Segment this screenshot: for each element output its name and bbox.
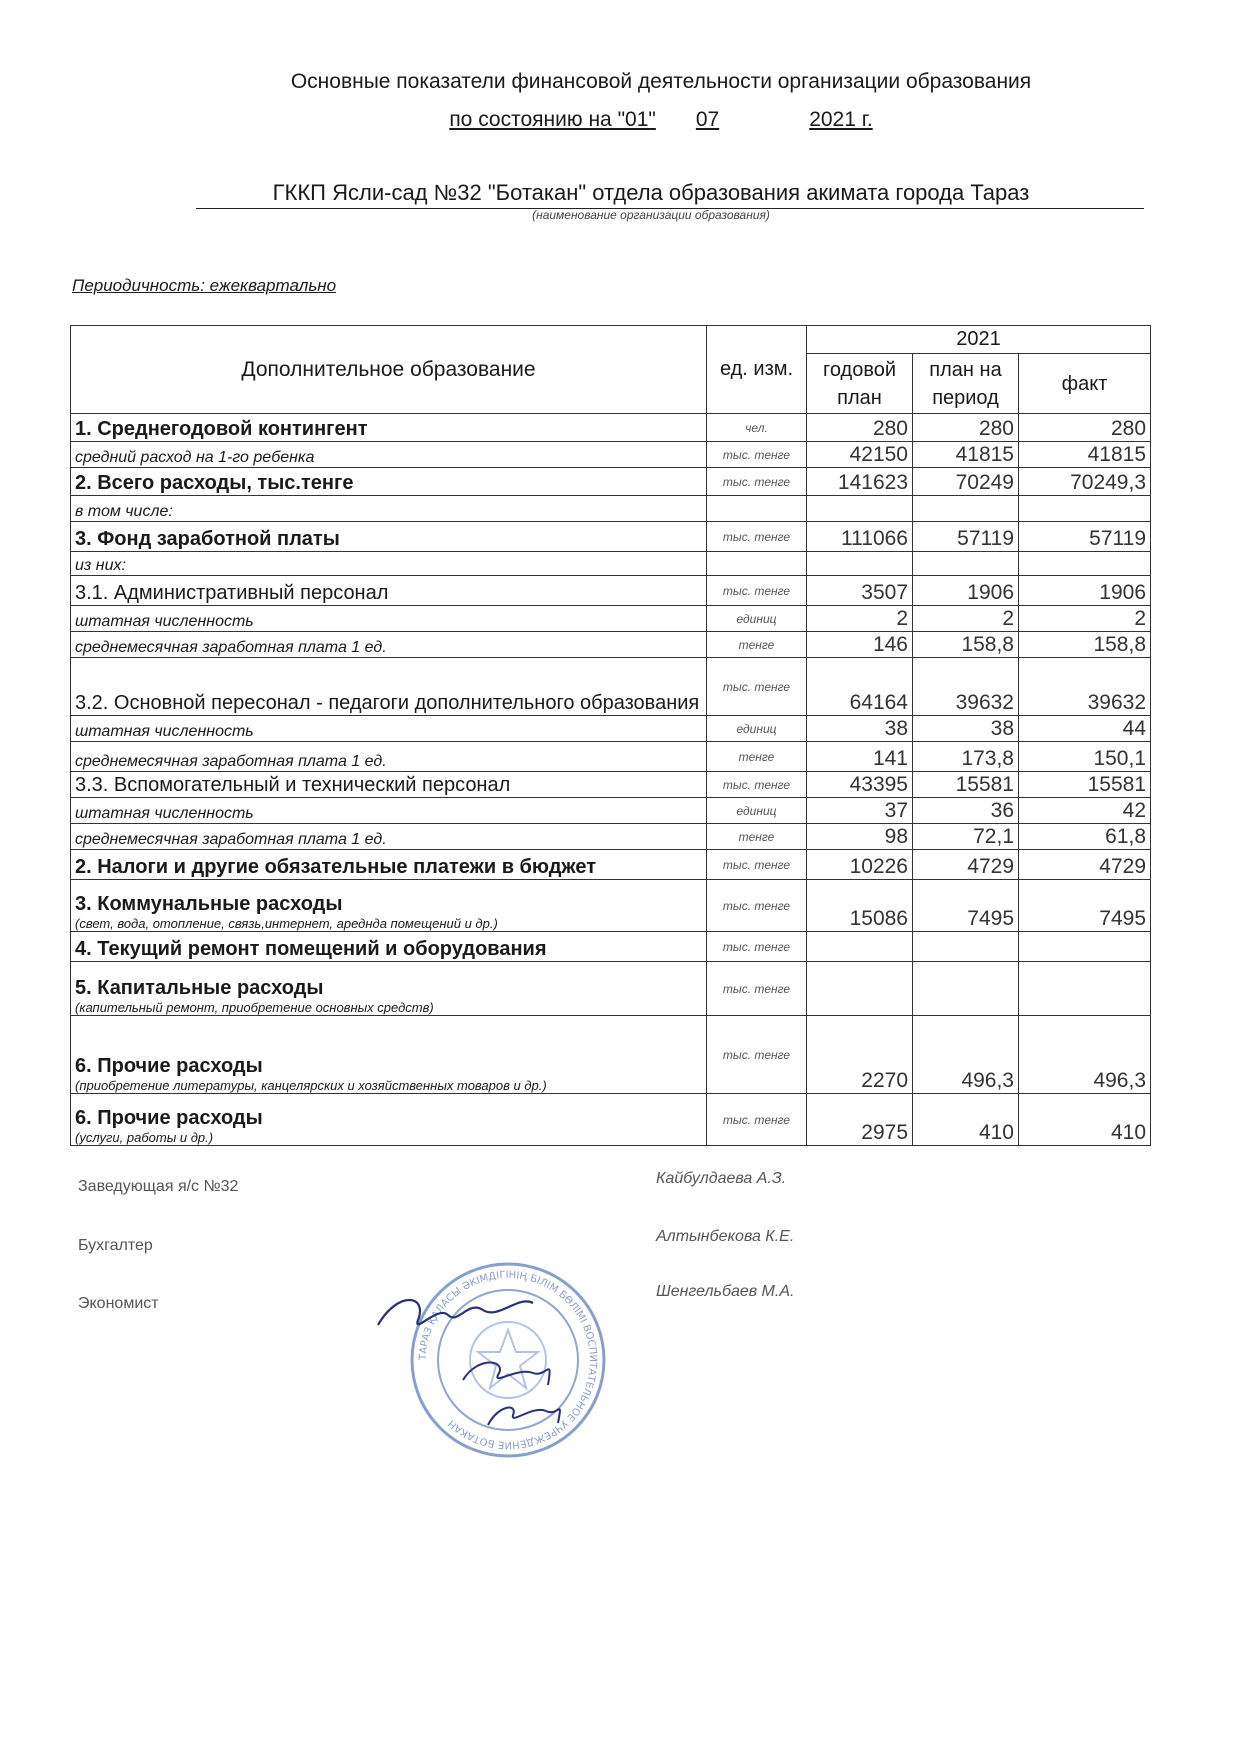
row-label-text: 3. Коммунальные расходы xyxy=(75,893,343,915)
row-fact: 61,8 xyxy=(1019,824,1151,850)
row-label-note: (свет, вода, отопление, связь,интернет, ареднда помещений и др.) xyxy=(75,916,498,931)
row-period-plan: 496,3 xyxy=(913,1016,1019,1094)
row-period-plan: 173,8 xyxy=(913,742,1019,772)
row-label-text: 5. Капитальные расходы xyxy=(75,977,324,999)
row-label xyxy=(71,606,707,632)
table-row xyxy=(71,742,1151,772)
row-label-note: (капительный ремонт, приобретение основных средств) xyxy=(75,1000,434,1015)
row-unit: тыс. тенге xyxy=(707,772,807,798)
table-row xyxy=(71,880,1151,932)
table-row xyxy=(71,1094,1151,1146)
row-annual-plan: 64164 xyxy=(807,658,913,716)
row-fact: 42 xyxy=(1019,798,1151,824)
row-label xyxy=(71,1016,707,1094)
row-period-plan: 70249 xyxy=(913,468,1019,496)
table-row xyxy=(71,632,1151,658)
table-row xyxy=(71,414,1151,442)
row-label-text: среднемесячная заработная плата 1 ед. xyxy=(75,831,387,848)
row-annual-plan: 146 xyxy=(807,632,913,658)
row-fact: 496,3 xyxy=(1019,1016,1151,1094)
header-label: Дополнительное образование xyxy=(71,326,707,414)
row-period-plan: 38 xyxy=(913,716,1019,742)
row-annual-plan xyxy=(807,496,913,522)
row-unit: тыс. тенге xyxy=(707,1094,807,1146)
row-label xyxy=(71,442,707,468)
row-label xyxy=(71,716,707,742)
row-annual-plan: 15086 xyxy=(807,880,913,932)
date-month: 07 xyxy=(695,108,720,131)
row-label-text: 6. Прочие расходы xyxy=(75,1107,263,1129)
row-label xyxy=(71,962,707,1016)
table-row xyxy=(71,496,1151,522)
row-unit: тыс. тенге xyxy=(707,1016,807,1094)
row-label xyxy=(71,496,707,522)
row-fact: 44 xyxy=(1019,716,1151,742)
row-annual-plan: 2 xyxy=(807,606,913,632)
row-annual-plan: 42150 xyxy=(807,442,913,468)
row-label xyxy=(71,468,707,496)
header-year: 2021 xyxy=(807,326,1151,354)
row-fact: 41815 xyxy=(1019,442,1151,468)
signature-name-head: Кайбулдаева А.З. xyxy=(656,1170,787,1187)
row-unit: единиц xyxy=(707,716,807,742)
table-header-row xyxy=(71,326,1151,354)
row-period-plan: 7495 xyxy=(913,880,1019,932)
row-label xyxy=(71,1094,707,1146)
row-unit: тенге xyxy=(707,742,807,772)
row-label-text: в том числе: xyxy=(75,503,173,520)
date-year: 2021 г. xyxy=(809,108,873,131)
date-prefix: по состоянию на "01" xyxy=(449,108,656,131)
table-row xyxy=(71,716,1151,742)
table-row xyxy=(71,772,1151,798)
row-label-text: среднемесячная заработная плата 1 ед. xyxy=(75,639,387,656)
row-period-plan: 15581 xyxy=(913,772,1019,798)
row-period-plan: 39632 xyxy=(913,658,1019,716)
row-label xyxy=(71,932,707,962)
row-period-plan: 4729 xyxy=(913,850,1019,880)
row-annual-plan xyxy=(807,962,913,1016)
row-label-text: 3.1. Административный персонал xyxy=(75,582,389,604)
row-period-plan: 36 xyxy=(913,798,1019,824)
row-period-plan: 41815 xyxy=(913,442,1019,468)
row-period-plan: 158,8 xyxy=(913,632,1019,658)
row-unit: тыс. тенге xyxy=(707,442,807,468)
signature-role-head: Заведующая я/с №32 xyxy=(78,1178,239,1195)
row-label xyxy=(71,576,707,606)
document-title: Основные показатели финансовой деятельности организации образования xyxy=(290,70,1032,93)
row-label xyxy=(71,658,707,716)
row-annual-plan: 2270 xyxy=(807,1016,913,1094)
row-label xyxy=(71,552,707,576)
table-row xyxy=(71,824,1151,850)
row-period-plan: 72,1 xyxy=(913,824,1019,850)
row-fact: 4729 xyxy=(1019,850,1151,880)
row-fact xyxy=(1019,496,1151,522)
table-row xyxy=(71,932,1151,962)
row-label-note: (услуги, работы и др.) xyxy=(75,1130,214,1145)
row-unit: тыс. тенге xyxy=(707,962,807,1016)
table-row xyxy=(71,1016,1151,1094)
header-unit: ед. изм. xyxy=(707,326,807,414)
row-label-text: штатная численность xyxy=(75,613,254,630)
row-label-text: 3. Фонд заработной платы xyxy=(75,528,340,550)
signature-name-economist: Шенгельбаев М.А. xyxy=(656,1283,795,1300)
organization-name: ГККП Ясли-сад №32 "Ботакан" отдела образования акимата города Тараз xyxy=(272,180,1030,205)
row-annual-plan: 98 xyxy=(807,824,913,850)
row-label xyxy=(71,772,707,798)
row-label-text: 3.2. Основной пересонал - педагоги дополнительного образования xyxy=(75,692,700,714)
svg-text:ТАРАЗ ҚАЛАСЫ ӘКІМДІГІНІҢ БІЛІМ: ТАРАЗ ҚАЛАСЫ ӘКІМДІГІНІҢ БІЛІМ БӨЛІМІ ВОСПИТАТЕЛЬНОЕ УЧРЕЖДЕНИЕ БОТАКАН xyxy=(417,1269,599,1451)
handwritten-signature xyxy=(368,1285,608,1435)
row-period-plan xyxy=(913,962,1019,1016)
table-row xyxy=(71,606,1151,632)
table-row xyxy=(71,658,1151,716)
row-annual-plan: 10226 xyxy=(807,850,913,880)
document-date-line xyxy=(40,108,1242,132)
row-annual-plan xyxy=(807,552,913,576)
row-label-text: 4. Текущий ремонт помещений и оборудования xyxy=(75,938,547,960)
row-label xyxy=(71,742,707,772)
row-label xyxy=(71,824,707,850)
row-unit: тыс. тенге xyxy=(707,468,807,496)
row-fact: 2 xyxy=(1019,606,1151,632)
row-fact: 7495 xyxy=(1019,880,1151,932)
row-label-text: штатная численность xyxy=(75,805,254,822)
row-annual-plan: 43395 xyxy=(807,772,913,798)
row-unit: тенге xyxy=(707,632,807,658)
organization-caption: (наименование организации образования) xyxy=(532,208,770,222)
row-period-plan xyxy=(913,552,1019,576)
row-annual-plan: 141623 xyxy=(807,468,913,496)
row-label xyxy=(71,414,707,442)
row-label xyxy=(71,850,707,880)
row-label xyxy=(71,798,707,824)
table-row xyxy=(71,468,1151,496)
row-fact: 1906 xyxy=(1019,576,1151,606)
row-unit xyxy=(707,552,807,576)
row-label-text: 6. Прочие расходы xyxy=(75,1055,263,1077)
row-period-plan xyxy=(913,496,1019,522)
row-label-text: 3.3. Вспомогательный и технический персонал xyxy=(75,774,511,796)
row-fact: 15581 xyxy=(1019,772,1151,798)
table-row xyxy=(71,798,1151,824)
table-row xyxy=(71,576,1151,606)
row-period-plan: 280 xyxy=(913,414,1019,442)
row-label xyxy=(71,522,707,552)
row-fact: 70249,3 xyxy=(1019,468,1151,496)
signature-name-accountant: Алтынбекова К.Е. xyxy=(656,1228,795,1245)
row-fact xyxy=(1019,932,1151,962)
row-period-plan: 2 xyxy=(913,606,1019,632)
table-row xyxy=(71,442,1151,468)
row-unit: тенге xyxy=(707,824,807,850)
row-unit: тыс. тенге xyxy=(707,522,807,552)
row-fact: 39632 xyxy=(1019,658,1151,716)
row-unit: тыс. тенге xyxy=(707,932,807,962)
row-fact xyxy=(1019,552,1151,576)
row-fact: 280 xyxy=(1019,414,1151,442)
row-annual-plan: 111066 xyxy=(807,522,913,552)
row-label xyxy=(71,880,707,932)
table-row xyxy=(71,522,1151,552)
row-fact: 57119 xyxy=(1019,522,1151,552)
indicators-table xyxy=(70,325,1151,1146)
row-period-plan: 57119 xyxy=(913,522,1019,552)
row-annual-plan: 37 xyxy=(807,798,913,824)
row-unit: единиц xyxy=(707,606,807,632)
row-annual-plan xyxy=(807,932,913,962)
row-unit: чел. xyxy=(707,414,807,442)
periodicity: Периодичность: ежеквартально xyxy=(72,276,337,295)
table-row xyxy=(71,850,1151,880)
row-unit xyxy=(707,496,807,522)
row-fact: 410 xyxy=(1019,1094,1151,1146)
row-annual-plan: 141 xyxy=(807,742,913,772)
signature-role-economist: Экономист xyxy=(78,1295,159,1312)
table-row xyxy=(71,552,1151,576)
header-period-plan: план на период xyxy=(913,354,1019,414)
row-label-text: штатная численность xyxy=(75,723,254,740)
row-label-text: 2. Налоги и другие обязательные платежи в бюджет xyxy=(75,856,596,878)
row-fact: 158,8 xyxy=(1019,632,1151,658)
row-period-plan: 1906 xyxy=(913,576,1019,606)
row-period-plan: 410 xyxy=(913,1094,1019,1146)
row-label-text: из них: xyxy=(75,557,126,574)
row-label-text: среднемесячная заработная плата 1 ед. xyxy=(75,753,387,770)
signature-role-accountant: Бухгалтер xyxy=(78,1237,153,1254)
row-annual-plan: 280 xyxy=(807,414,913,442)
table-row xyxy=(71,962,1151,1016)
row-unit: тыс. тенге xyxy=(707,880,807,932)
row-label-text: средний расход на 1-го ребенка xyxy=(75,449,315,466)
row-unit: тыс. тенге xyxy=(707,658,807,716)
row-unit: тыс. тенге xyxy=(707,850,807,880)
row-fact: 150,1 xyxy=(1019,742,1151,772)
row-period-plan xyxy=(913,932,1019,962)
row-label xyxy=(71,632,707,658)
row-unit: единиц xyxy=(707,798,807,824)
row-label-note: (приобретение литературы, канцелярских и хозяйственных товаров и др.) xyxy=(75,1078,547,1093)
header-annual-plan: годовой план xyxy=(807,354,913,414)
row-label-text: 1. Среднегодовой контингент xyxy=(75,418,368,440)
row-fact xyxy=(1019,962,1151,1016)
row-annual-plan: 3507 xyxy=(807,576,913,606)
row-label-text: 2. Всего расходы, тыс.тенге xyxy=(75,472,354,494)
row-annual-plan: 2975 xyxy=(807,1094,913,1146)
row-unit: тыс. тенге xyxy=(707,576,807,606)
row-annual-plan: 38 xyxy=(807,716,913,742)
header-fact: факт xyxy=(1019,354,1151,414)
